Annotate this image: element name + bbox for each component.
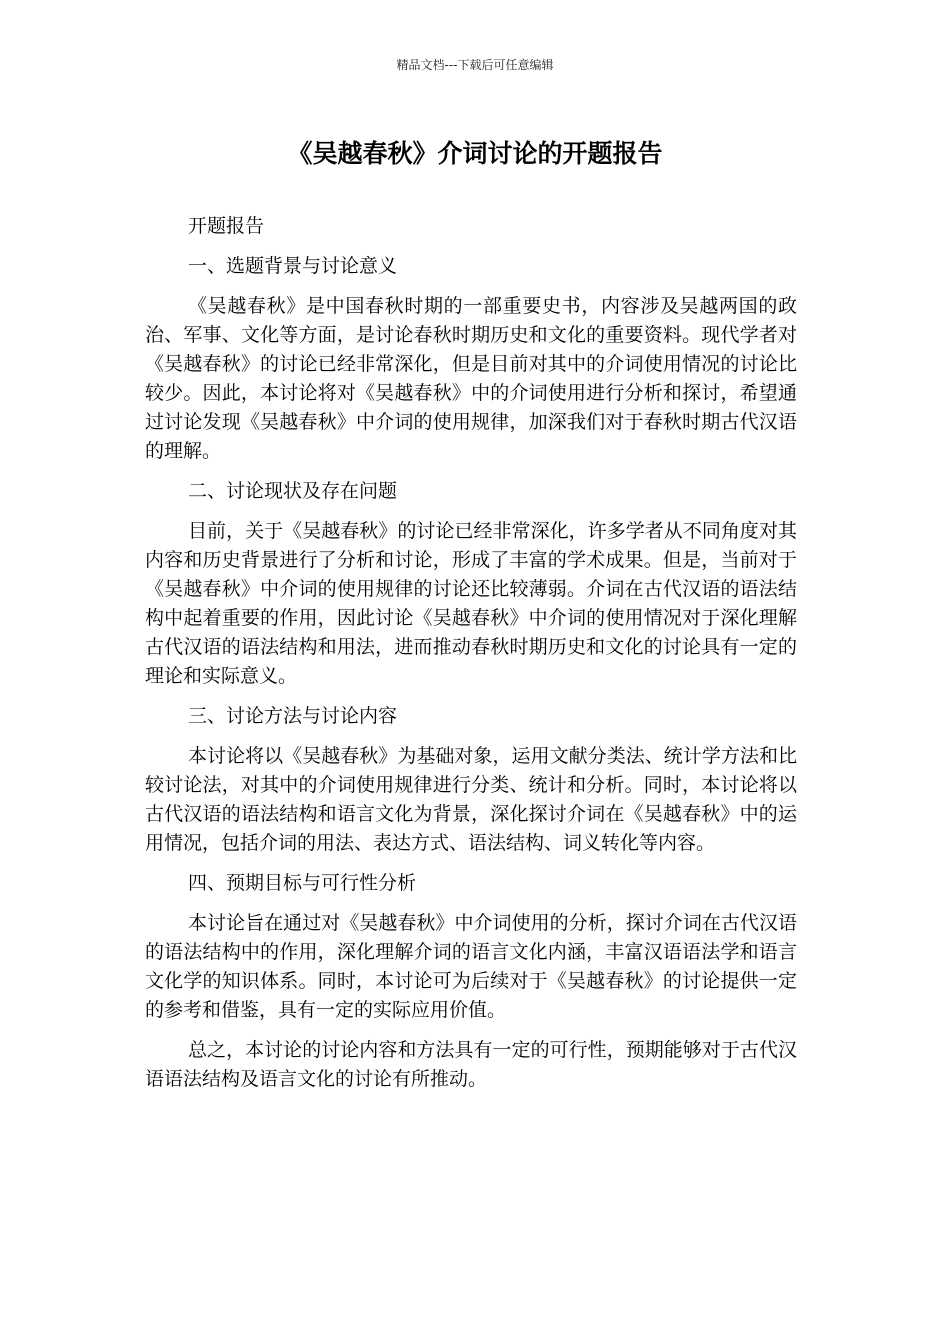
section-paragraph-status: 目前，关于《吴越春秋》的讨论已经非常深化，许多学者从不同角度对其内容和历史背景进行了分析和讨论，形成了丰富的学术成果。但是，当前对于《吴越春秋》中介词的使用规律的讨论还比较薄弱。介词在古代汉语的语法结构中起着重要的作用，因此讨论《吴越春秋》中介词的使用情况对于深化理解古代汉语的语法结构和用法，进而推动春秋时期历史和文化的讨论具有一定的理论和实际意义。 xyxy=(145,520,797,687)
conclusion-paragraph: 总之，本讨论的讨论内容和方法具有一定的可行性，预期能够对于古代汉语语法结构及语言文化的讨论有所推动。 xyxy=(145,1039,797,1090)
section-heading-methods: 三、讨论方法与讨论内容 xyxy=(188,705,398,727)
section-paragraph-methods: 本讨论将以《吴越春秋》为基础对象，运用文献分类法、统计学方法和比较讨论法，对其中的介词使用规律进行分类、统计和分析。同时，本讨论将以古代汉语的语法结构和语言文化为背景，深化探讨介词在《吴越春秋》中的运用情况，包括介词的用法、表达方式、语法结构、词义转化等内容。 xyxy=(145,745,797,854)
document-body xyxy=(145,212,797,1105)
report-heading: 开题报告 xyxy=(188,215,265,237)
section-heading-goals: 四、预期目标与可行性分析 xyxy=(188,872,417,894)
section-paragraph-goals: 本讨论旨在通过对《吴越春秋》中介词使用的分析，探讨介词在古代汉语的语法结构中的作用，深化理解介词的语言文化内涵，丰富汉语语法学和语言文化学的知识体系。同时，本讨论可为后续对于《吴越春秋》的讨论提供一定的参考和借鉴，具有一定的实际应用价值。 xyxy=(145,912,797,1021)
document-title: 《吴越春秋》介词讨论的开题报告 xyxy=(287,139,663,168)
section-heading-status: 二、讨论现状及存在问题 xyxy=(188,480,398,502)
page-header: 精品文档---下载后可任意编辑 xyxy=(396,58,554,72)
section-heading-background: 一、选题背景与讨论意义 xyxy=(188,255,398,277)
section-paragraph-background: 《吴越春秋》是中国春秋时期的一部重要史书，内容涉及吴越两国的政治、军事、文化等方面，是讨论春秋时期历史和文化的重要资料。现代学者对《吴越春秋》的讨论已经非常深化，但是目前对其中的介词使用情况的讨论比较少。因此，本讨论将对《吴越春秋》中的介词使用进行分析和探讨，希望通过讨论发现《吴越春秋》中介词的使用规律，加深我们对于春秋时期古代汉语的理解。 xyxy=(145,295,797,462)
